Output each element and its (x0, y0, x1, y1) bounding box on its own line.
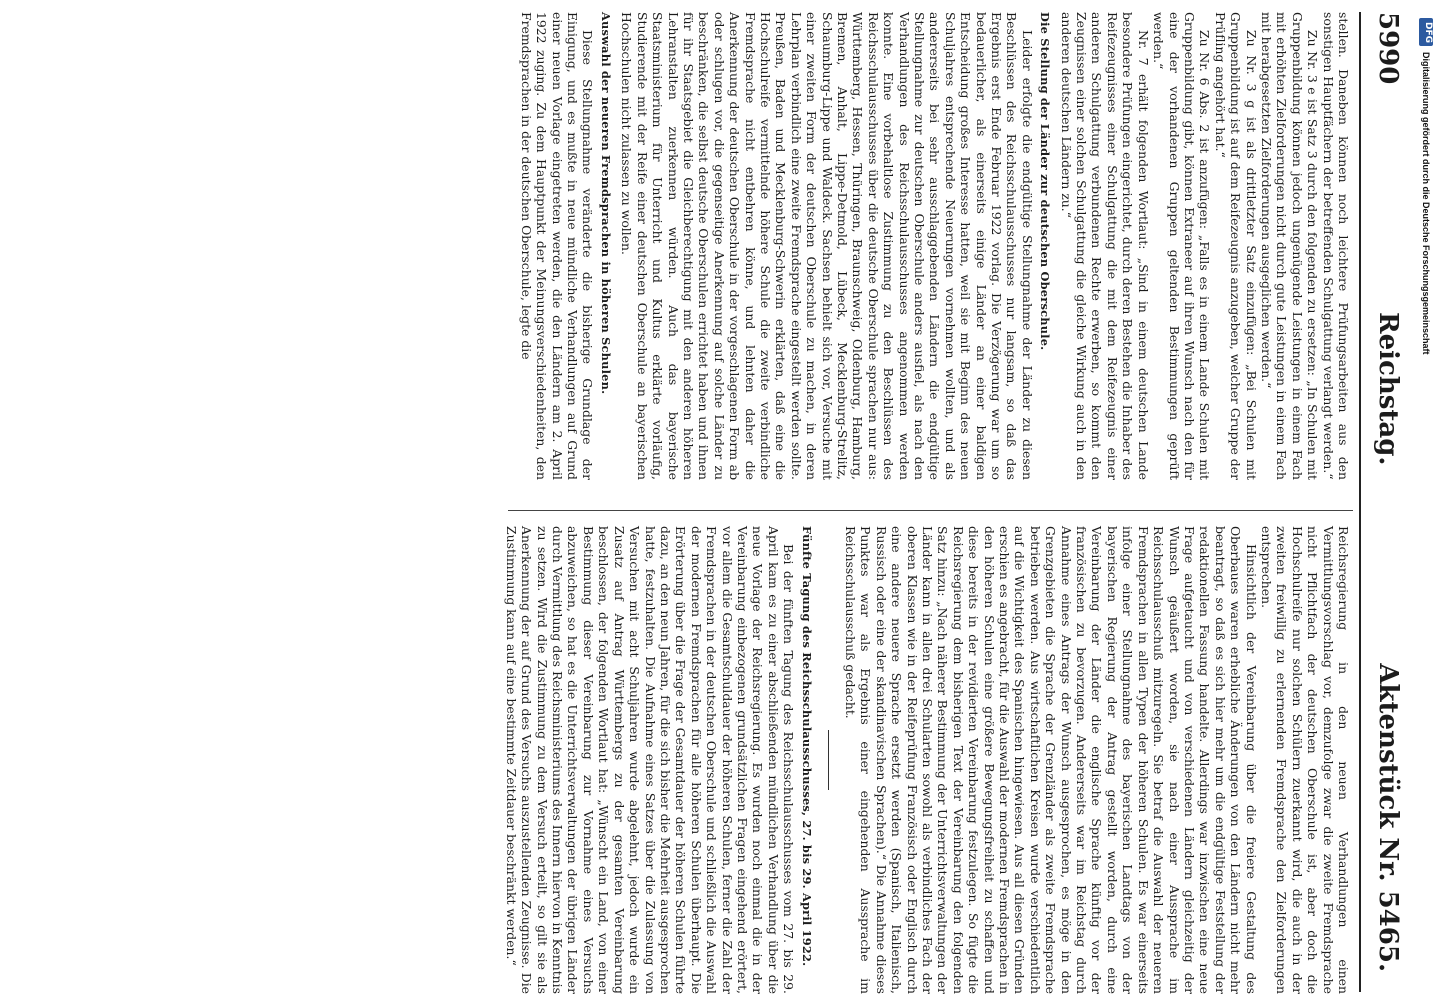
paragraph: Nr. 7 erhält folgenden Wortlaut: „Sind in einem deutschen Lande besondere Prüfungen eingerichtet, durch deren Bestehen die Inhaber des Reifezeugnisses einer Schulgattung die mit dem Reifezeugnis einer anderen Schulgattung verbundenen Rechte erwerben, so kommt den Zeugnissen einer solchen Schulgattung die gleiche Wirkung auch in den anderen deutschen Ländern zu.“ (1058, 12, 1151, 480)
paragraph: Zu Nr. 3 g ist als drittletzter Satz einzufügen: „Bei Schulen mit Gruppenbildung ist auf dem Reifezeugnis anzugeben, welcher Gruppe der Prüfling angehört hat.“ (1212, 12, 1259, 480)
paragraph: Zu Nr. 6 Abs. 2 ist anzufügen: „Falls es in einem Lande Schulen mit Gruppenbildung gibt, können Extraneer auf ihren Wunsch nach den für eine der vorhandenen Gruppen geltenden Bestimmungen geprüft werden.“ (1151, 12, 1213, 480)
paragraph: Zu Nr. 3 e ist Satz 3 durch den folgenden zu ersetzen: „In Schulen mit Gruppenbildung können jedoch ungenügende Leistungen in einem Fach mit erhöhten Zielforderungen nicht durch gute Leistungen in einem Fach mit herabgesetzten Zielforderungen ausgeglichen werden.“ (1258, 12, 1321, 480)
section-heading: Fünfte Tagung des Reichsschulausschusses, 27. bis 29. April 1922. (799, 526, 814, 967)
dfg-logo (1419, 18, 1433, 46)
paragraph: Diese Stellungnahme veränderte die bisherige Grundlage der Einigung, und es mußte in neue mündliche Verhandlungen auf Grund einer neuen Vorlage eingetreten werden, die den Ländern am 2. April 1922 zuging. Zu dem Hauptpunkt der Meinungsverschiedenheiten, den Fremdsprachen in der deutschen Oberschule, legte die (518, 12, 596, 480)
header-title: Reichstag. (1373, 312, 1403, 466)
paragraph: stellen. Daneben können noch leichtere Prüfungsarbeiten aus den sonstigen Hauptfächern der betreffenden Schulgattung verlangt werden.“ (1320, 12, 1351, 480)
dfg-logo-text: DFG (1423, 22, 1433, 44)
page-header (1367, 12, 1407, 972)
paragraph: Leider erfolgte die endgültige Stellungnahme der Länder zu diesen Beschlüssen des Reichsschulausschusses nur langsam, so daß das Ergebnis erst Ende Februar 1922 vorlag. Die Verzögerung war um so bedauerlicher, als einerseits einige Länder an einer baldigen Entscheidung großes Interesse hatten, weil sie mit Beginn des neuen Schuljahres entsprechende Neuerungen vornehmen wollten, und als andererseits bei sehr ausschlaggebenden Ländern die endgültige Stellungnahme zur deutschen Oberschule anders ausfiel, als nach den Verhandlungen des Reichsschulausschusses angenommen werden konnte. Eine vorbehaltlose Zustimmung zu den Beschlüssen des Reichsschulausschusses über die deutsche Oberschule sprachen nur aus: Württemberg, Hessen, Thüringen, Braunschweig, Oldenburg, Hamburg, Bremen, Anhalt, Lippe-Detmold, Lübeck, Mecklenburg-Strelitz, Schaumburg-Lippe und Waldeck. Sachsen behielt sich vor, Versuche mit einer zweiten Form der deutschen Oberschule zu machen, in deren Lehrplan verbindlich eine zweite Fremdsprache eingestellt werden sollte. Preußen, Baden und Mecklenburg-Schwerin erklärten, daß eine die Hochschulreife vermittelnde höhere Schule die zweite verbindliche Fremdsprache nicht entbehren könne, und lehnten daher die Anerkennung der deutschen Oberschule in der vorgeschlagenen Form ab oder schlugen vor, die gegenseitige Anerkennung auf solche Länder zu beschränken, die selbst deutsche Oberschulen errichtet haben und ihnen für ihr Staatsgebiet die Gleichberechtigung mit den anderen höheren Lehranstalten zuerkennen würden. Auch das bayerische Staatsministerium für Unterricht und Kultus erklärte vorläufig, Studierende mit der Reife einer deutschen Oberschule an bayerischen Hochschulen nicht zulassen zu wollen. (619, 12, 1035, 480)
credit-text: Digitalisierung gefördert durch die Deutsche Forschungsgemeinschaft (1421, 52, 1431, 355)
section-separator (828, 730, 829, 790)
paragraph: Bei der fünften Tagung des Reichsschulausschusses vom 27. bis 29. April kam es zu einer abschließenden mündlichen Verhandlung über die neue Vorlage der Reichsregierung. Es wurden noch einmal die in der Vereinbarung einbezogenen grundsätzlichen Fragen eingehend erörtert, vor allem die Gesamtschuldauer der höheren Schulen, ferner die Zahl der Fremdsprachen in der deutschen Oberschule und schließlich die Auswahl der modernen Fremdsprachen für alle höheren Schulen überhaupt. Die Erörterung über die Frage der Gesamtdauer der höheren Schulen führte dazu, an den neun Jahren, für die sich bisher die Mehrheit ausgesprochen hatte, festzuhalten. Die Aufnahme eines Satzes über die Zulassung von Versuchen mit acht Schuljahren wurde abgelehnt, jedoch wurde ein Zusatz auf Antrag Württembergs zu der gesamten Vereinbarung beschlossen, der folgenden Wortlaut hat: „Wünscht ein Land, von einer Bestimmung dieser Vereinbarung zur Vornahme eines Versuchs abzuweichen, so hat es die Unterrichtsverwaltungen der übrigen Länder durch Vermittlung des Reichsministeriums des Innern hiervon in Kenntnis zu setzen. Wird die Zustimmung zu dem Versuch erteilt, so gilt sie als Anerkennung der auf Grund des Versuchs auszustellenden Zeugnisse. Die Zustimmung kann auf eine bestimmte Zeitdauer beschränkt werden.“ (503, 526, 797, 994)
column-divider (508, 510, 1353, 511)
header-rule (1359, 12, 1361, 992)
page-number: 5990 (1373, 12, 1403, 85)
paragraph: Reichsregierung in den neuen Verhandlungen einen Vermittlungsvorschlag vor, demzufolge zwar die zweite Fremdsprache nicht Pflichtfach der deutschen Oberschule ist, aber doch die Hochschulreife nur solchen Schülern zuerkannt wird, die auch in der zweiten freiwillig zu erlernenden Fremdsprache den Zielforderungen entsprechen. (1258, 526, 1351, 994)
section-heading: Auswahl der neueren Fremdsprachen in höheren Schulen. (598, 12, 613, 395)
document-page (52, 12, 1407, 992)
left-column (511, 12, 1351, 480)
digitization-credit (1418, 12, 1434, 988)
document-number: Aktenstück Nr. 5465. (1373, 663, 1403, 972)
right-column (503, 526, 1351, 994)
section-heading: Die Stellung der Länder zur deutschen Oberschule. (1038, 12, 1053, 351)
paragraph: Hinsichtlich der Vereinbarung über die freiere Gestaltung des Oberbaues waren erhebliche Änderungen von den Ländern nicht mehr beantragt, so daß es sich hier mehr um die endgültige Feststellung der redaktionellen Fassung handelte. Allerdings war inzwischen eine neue Frage aufgetaucht und von verschiedenen Ländern gleichzeitig der Wunsch geäußert worden, sie nach einer Aussprache im Reichsschulausschuß mitzuregeln. Sie betraf die Auswahl der neueren Fremdsprachen in allen Typen der höheren Schulen. Es war einerseits infolge einer Stellungnahme des bayerischen Landtags von der bayerischen Regierung der Antrag gestellt worden, durch eine Vereinbarung der Länder die englische Sprache künftig vor der französischen zu bevorzugen. Andererseits war im Reichstag durch Annahme eines Antrags der Wunsch ausgesprochen, es möge in den Grenzgebieten die Sprache der Grenzländer als zweite Fremdsprache betrieben werden. Aus wirtschaftlichen Kreisen wurde verschiedentlich auf die Wichtigkeit des Spanischen hingewiesen. Aus all diesen Gründen erschien es angebracht, für die Auswahl der modernen Fremdsprachen in den höheren Schulen eine größere Bewegungsfreiheit zu schaffen und diese bereits in der revidierten Vereinbarung festzulegen. So fügte die Reichsregierung dem bisherigen Text der Vereinbarung den folgenden Satz hinzu: „Nach näherer Bestimmung der Unterrichtsverwaltungen der Länder kann in allen drei Schularten sowohl als verbindliches Fach der oberen Klassen wie in der Reifeprüfung Französisch oder Englisch durch eine andere neuere Sprache ersetzt werden (Spanisch, Italienisch, Russisch oder eine der skandinavischen Sprachen).“ Die Annahme dieses Punktes war als Ergebnis einer eingehenden Aussprache im Reichsschulausschuß gedacht. (843, 526, 1259, 994)
